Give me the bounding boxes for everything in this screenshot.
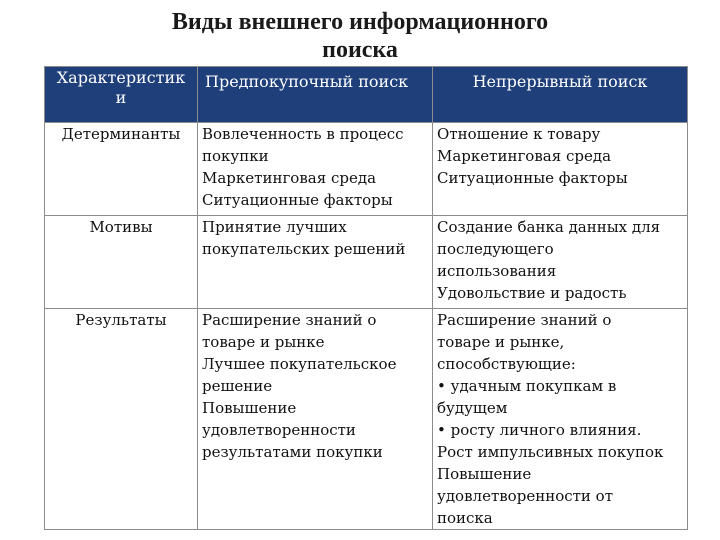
header-characteristics-line-2: и <box>115 88 127 107</box>
page-title <box>0 8 720 64</box>
row-label-results: Результаты <box>45 309 198 530</box>
cell-line: Ситуационные факторы <box>437 169 628 187</box>
cell-line: решение <box>202 377 273 395</box>
cell-determinants-prepurchase <box>198 123 433 216</box>
cell-motives-ongoing <box>433 216 688 309</box>
row-label-determinants: Детерминанты <box>45 123 198 216</box>
cell-line: результатами покупки <box>202 443 383 461</box>
cell-line: будущем <box>437 399 508 417</box>
cell-motives-prepurchase <box>198 216 433 309</box>
cell-results-prepurchase <box>198 309 433 530</box>
cell-line: Удовольствие и радость <box>437 284 627 302</box>
title-line-2: поиска <box>322 37 398 63</box>
cell-results-ongoing <box>433 309 688 530</box>
row-label-motives: Мотивы <box>45 216 198 309</box>
cell-line: Повышение <box>202 399 297 417</box>
cell-line: удовлетворенности <box>202 421 356 439</box>
cell-line: Отношение к товару <box>437 125 601 143</box>
title-line-1: Виды внешнего информационного <box>171 9 549 35</box>
table-row-motives <box>45 216 688 309</box>
search-types-table <box>44 66 688 530</box>
cell-line: Вовлеченность в процесс <box>202 125 404 143</box>
cell-line: товаре и рынке, <box>437 333 565 351</box>
cell-line: Маркетинговая среда <box>202 169 377 187</box>
header-characteristics <box>45 67 198 123</box>
cell-line: Создание банка данных для <box>437 218 661 236</box>
header-characteristics-line-1: Характеристик <box>56 68 186 87</box>
cell-line: Повышение <box>437 465 532 483</box>
cell-line: Маркетинговая среда <box>437 147 612 165</box>
cell-determinants-ongoing <box>433 123 688 216</box>
cell-line: Рост импульсивных покупок <box>437 443 664 461</box>
table-row-determinants <box>45 123 688 216</box>
header-prepurchase-search: Предпокупочный поиск <box>198 67 433 123</box>
cell-line: • росту личного влияния. <box>437 421 642 439</box>
cell-line: использования <box>437 262 557 280</box>
cell-line: способствующие: <box>437 355 576 373</box>
header-ongoing-search: Непрерывный поиск <box>433 67 688 123</box>
cell-line: • удачным покупкам в <box>437 377 617 395</box>
cell-line: Расширение знаний о <box>202 311 377 329</box>
table-header-row <box>45 67 688 123</box>
cell-line: Расширение знаний о <box>437 311 612 329</box>
cell-line: поиска <box>437 509 493 527</box>
table-row-results <box>45 309 688 530</box>
cell-line: Лучшее покупательское <box>202 355 397 373</box>
cell-line: товаре и рынке <box>202 333 325 351</box>
cell-line: Ситуационные факторы <box>202 191 393 209</box>
cell-line: покупательских решений <box>202 240 406 258</box>
cell-line: удовлетворенности от <box>437 487 614 505</box>
cell-line: покупки <box>202 147 269 165</box>
cell-line: Принятие лучших <box>202 218 347 236</box>
cell-line: последующего <box>437 240 554 258</box>
